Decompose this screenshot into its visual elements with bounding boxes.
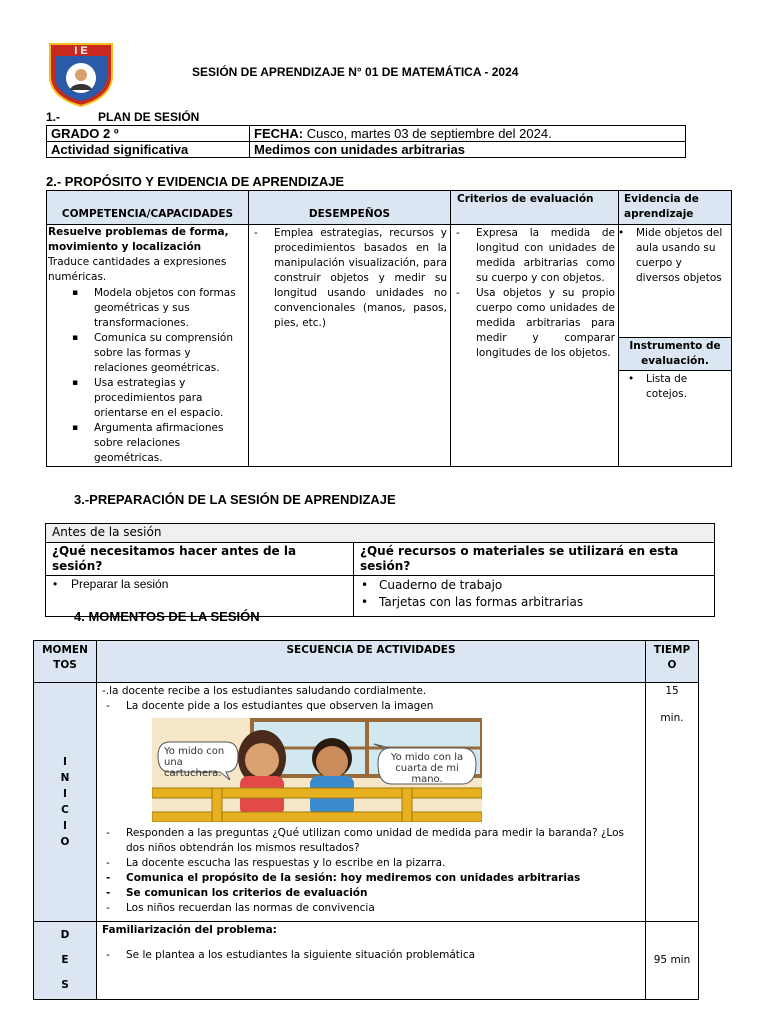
- actividad-label: Actividad significativa: [47, 142, 250, 158]
- evidencia-item: • Mide objetos del aula usando su cuerpo y diversos objetos: [636, 226, 728, 286]
- momentos-table: [33, 640, 699, 1000]
- inicio-bold-item: - Se comunican los criterios de evaluación: [126, 886, 642, 901]
- capacidad-item: ▪ Argumenta afirmaciones sobre relaciones geométricas.: [94, 421, 247, 466]
- fecha-cell: [250, 126, 686, 142]
- q2-answer: [354, 576, 715, 617]
- bubble-left-text: Yo mido con una cartuchera.: [164, 746, 225, 779]
- section-1-number: 1.-: [46, 110, 61, 124]
- criterio-item: - Usa objetos y su propio cuerpo como unidades de medida arbitrarias para medir y comparar longitudes de los objetos.: [476, 286, 615, 361]
- inicio-item: - La docente escucha las respuestas y lo escribe en la pizarra.: [126, 856, 642, 871]
- competencia-cell: [47, 225, 249, 467]
- fecha-value: Cusco, martes 03 de septiembre del 2024.: [303, 126, 552, 141]
- col-momentos: MOMEN TOS: [34, 641, 97, 683]
- section-2-heading: 2.- PROPÓSITO Y EVIDENCIA DE APRENDIZAJE: [46, 174, 345, 189]
- section-4-heading: 4. MOMENTOS DE LA SESIÓN: [74, 609, 260, 624]
- actividad-value: Medimos con unidades arbitrarias: [250, 142, 686, 158]
- inicio-item: - Responden a las preguntas ¿Qué utilizan como unidad de medida para medir la baranda? ¿Los dos niños obtendrán los mismos resultados?: [126, 826, 642, 856]
- classroom-illustration: [152, 718, 482, 822]
- col-desempenos: DESEMPEÑOS: [249, 191, 451, 225]
- desarrollo-label: [34, 922, 97, 1000]
- q2-header: ¿Qué recursos o materiales se utilizará en esta sesión?: [354, 543, 715, 576]
- desarrollo-item: - Se le plantea a los estudiantes la siguiente situación problemática: [126, 948, 642, 963]
- bubble-right-text: Yo mido con la cuarta de mi mano.: [390, 752, 464, 785]
- capacidad-item: ▪ Comunica su comprensión sobre las formas y relaciones geométricas.: [94, 331, 247, 376]
- school-logo: [46, 38, 116, 108]
- criterios-list: [454, 226, 615, 361]
- competencia-text: Traduce cantidades a expresiones numéricas.: [48, 256, 227, 283]
- preparacion-table: [45, 523, 715, 617]
- criterios-cell: [451, 225, 619, 467]
- inicio-time-num: 15: [665, 685, 679, 697]
- col-criterios: Criterios de evaluación: [451, 191, 619, 225]
- instrumento-list: [622, 372, 728, 402]
- inicio-first: -.la docente recibe a los estudiantes saludando cordialmente.: [102, 685, 427, 697]
- col-competencia: COMPETENCIA/CAPACIDADES: [47, 191, 249, 225]
- inicio-bold-item: - Comunica el propósito de la sesión: hoy mediremos con unidades arbitrarias: [126, 871, 642, 886]
- page-title: SESIÓN DE APRENDIZAJE N° 01 DE MATEMÁTICA - 2024: [192, 65, 519, 79]
- inicio-list-top: [102, 699, 642, 714]
- desarrollo-title: Familiarización del problema:: [102, 924, 277, 936]
- capacidades-list: [48, 286, 247, 466]
- inicio-letter: C: [61, 804, 69, 816]
- evidencia-cell: [619, 225, 732, 338]
- instrumento-cell: [619, 371, 732, 467]
- svg-text:I E: I E: [74, 45, 88, 57]
- inicio-letter: O: [60, 836, 70, 848]
- desempenos-cell: [249, 225, 451, 467]
- proposito-table: [46, 190, 732, 467]
- desempeno-item: - Emplea estrategias, recursos y procedimientos basados en la manipulación visualización, para construir objetos y medir su longitud usando unidades no convencionales (manos, pasos, pies, etc.): [274, 226, 447, 331]
- inicio-label: [34, 683, 97, 922]
- inicio-content: [97, 683, 646, 922]
- desarrollo-letter: D: [60, 929, 70, 941]
- desarrollo-content: [97, 922, 646, 1000]
- instrumento-label: Instrumento de evaluación.: [619, 338, 732, 371]
- desarrollo-list: [102, 948, 642, 963]
- competencia-title: Resuelve problemas de forma, movimiento y localización: [48, 226, 229, 253]
- criterio-item: - Expresa la medida de longitud con unidades de medida arbitrarias como su cuerpo y con objetos.: [476, 226, 615, 286]
- q1-item: • Preparar la sesión: [71, 577, 350, 591]
- plan-table: [46, 125, 686, 158]
- inicio-time: [646, 683, 699, 922]
- q1-header: ¿Qué necesitamos hacer antes de la sesión?: [46, 543, 354, 576]
- inicio-time-unit: min.: [660, 712, 684, 724]
- inicio-letter: I: [63, 820, 67, 832]
- q1-list: [49, 577, 350, 591]
- col-tiempo: TIEMP O: [646, 641, 699, 683]
- inicio-item: - Los niños recuerdan las normas de convivencia: [126, 901, 642, 916]
- col-evidencia: Evidencia de aprendizaje: [619, 191, 732, 225]
- section-3-heading: 3.-PREPARACIÓN DE LA SESIÓN DE APRENDIZAJE: [74, 492, 396, 507]
- section-1-heading: PLAN DE SESIÓN: [98, 110, 200, 124]
- capacidad-item: ▪ Usa estrategias y procedimientos para orientarse en el espacio.: [94, 376, 247, 421]
- grade-cell: GRADO 2 º: [47, 126, 250, 142]
- q2-list: [357, 577, 711, 611]
- inicio-item: - La docente pide a los estudiantes que observen la imagen: [126, 699, 642, 714]
- evidencia-list: [622, 226, 728, 286]
- inicio-letter: I: [63, 788, 67, 800]
- col-secuencia: SECUENCIA DE ACTIVIDADES: [97, 641, 646, 683]
- capacidad-item: ▪ Modela objetos con formas geométricas y sus transformaciones.: [94, 286, 247, 331]
- inicio-list: [102, 826, 642, 916]
- q2-item: • Cuaderno de trabajo: [379, 577, 711, 594]
- fecha-label: FECHA:: [254, 126, 304, 141]
- desarrollo-time: 95 min: [646, 922, 699, 1000]
- inicio-letter: I: [63, 756, 67, 768]
- desempenos-list: [252, 226, 447, 331]
- desarrollo-letter: S: [61, 979, 69, 991]
- q2-item: • Tarjetas con las formas arbitrarias: [379, 594, 711, 611]
- inicio-letter: N: [60, 772, 70, 784]
- antes-label: Antes de la sesión: [46, 524, 715, 543]
- instrumento-item: • Lista de cotejos.: [646, 372, 728, 402]
- desarrollo-letter: E: [61, 954, 69, 966]
